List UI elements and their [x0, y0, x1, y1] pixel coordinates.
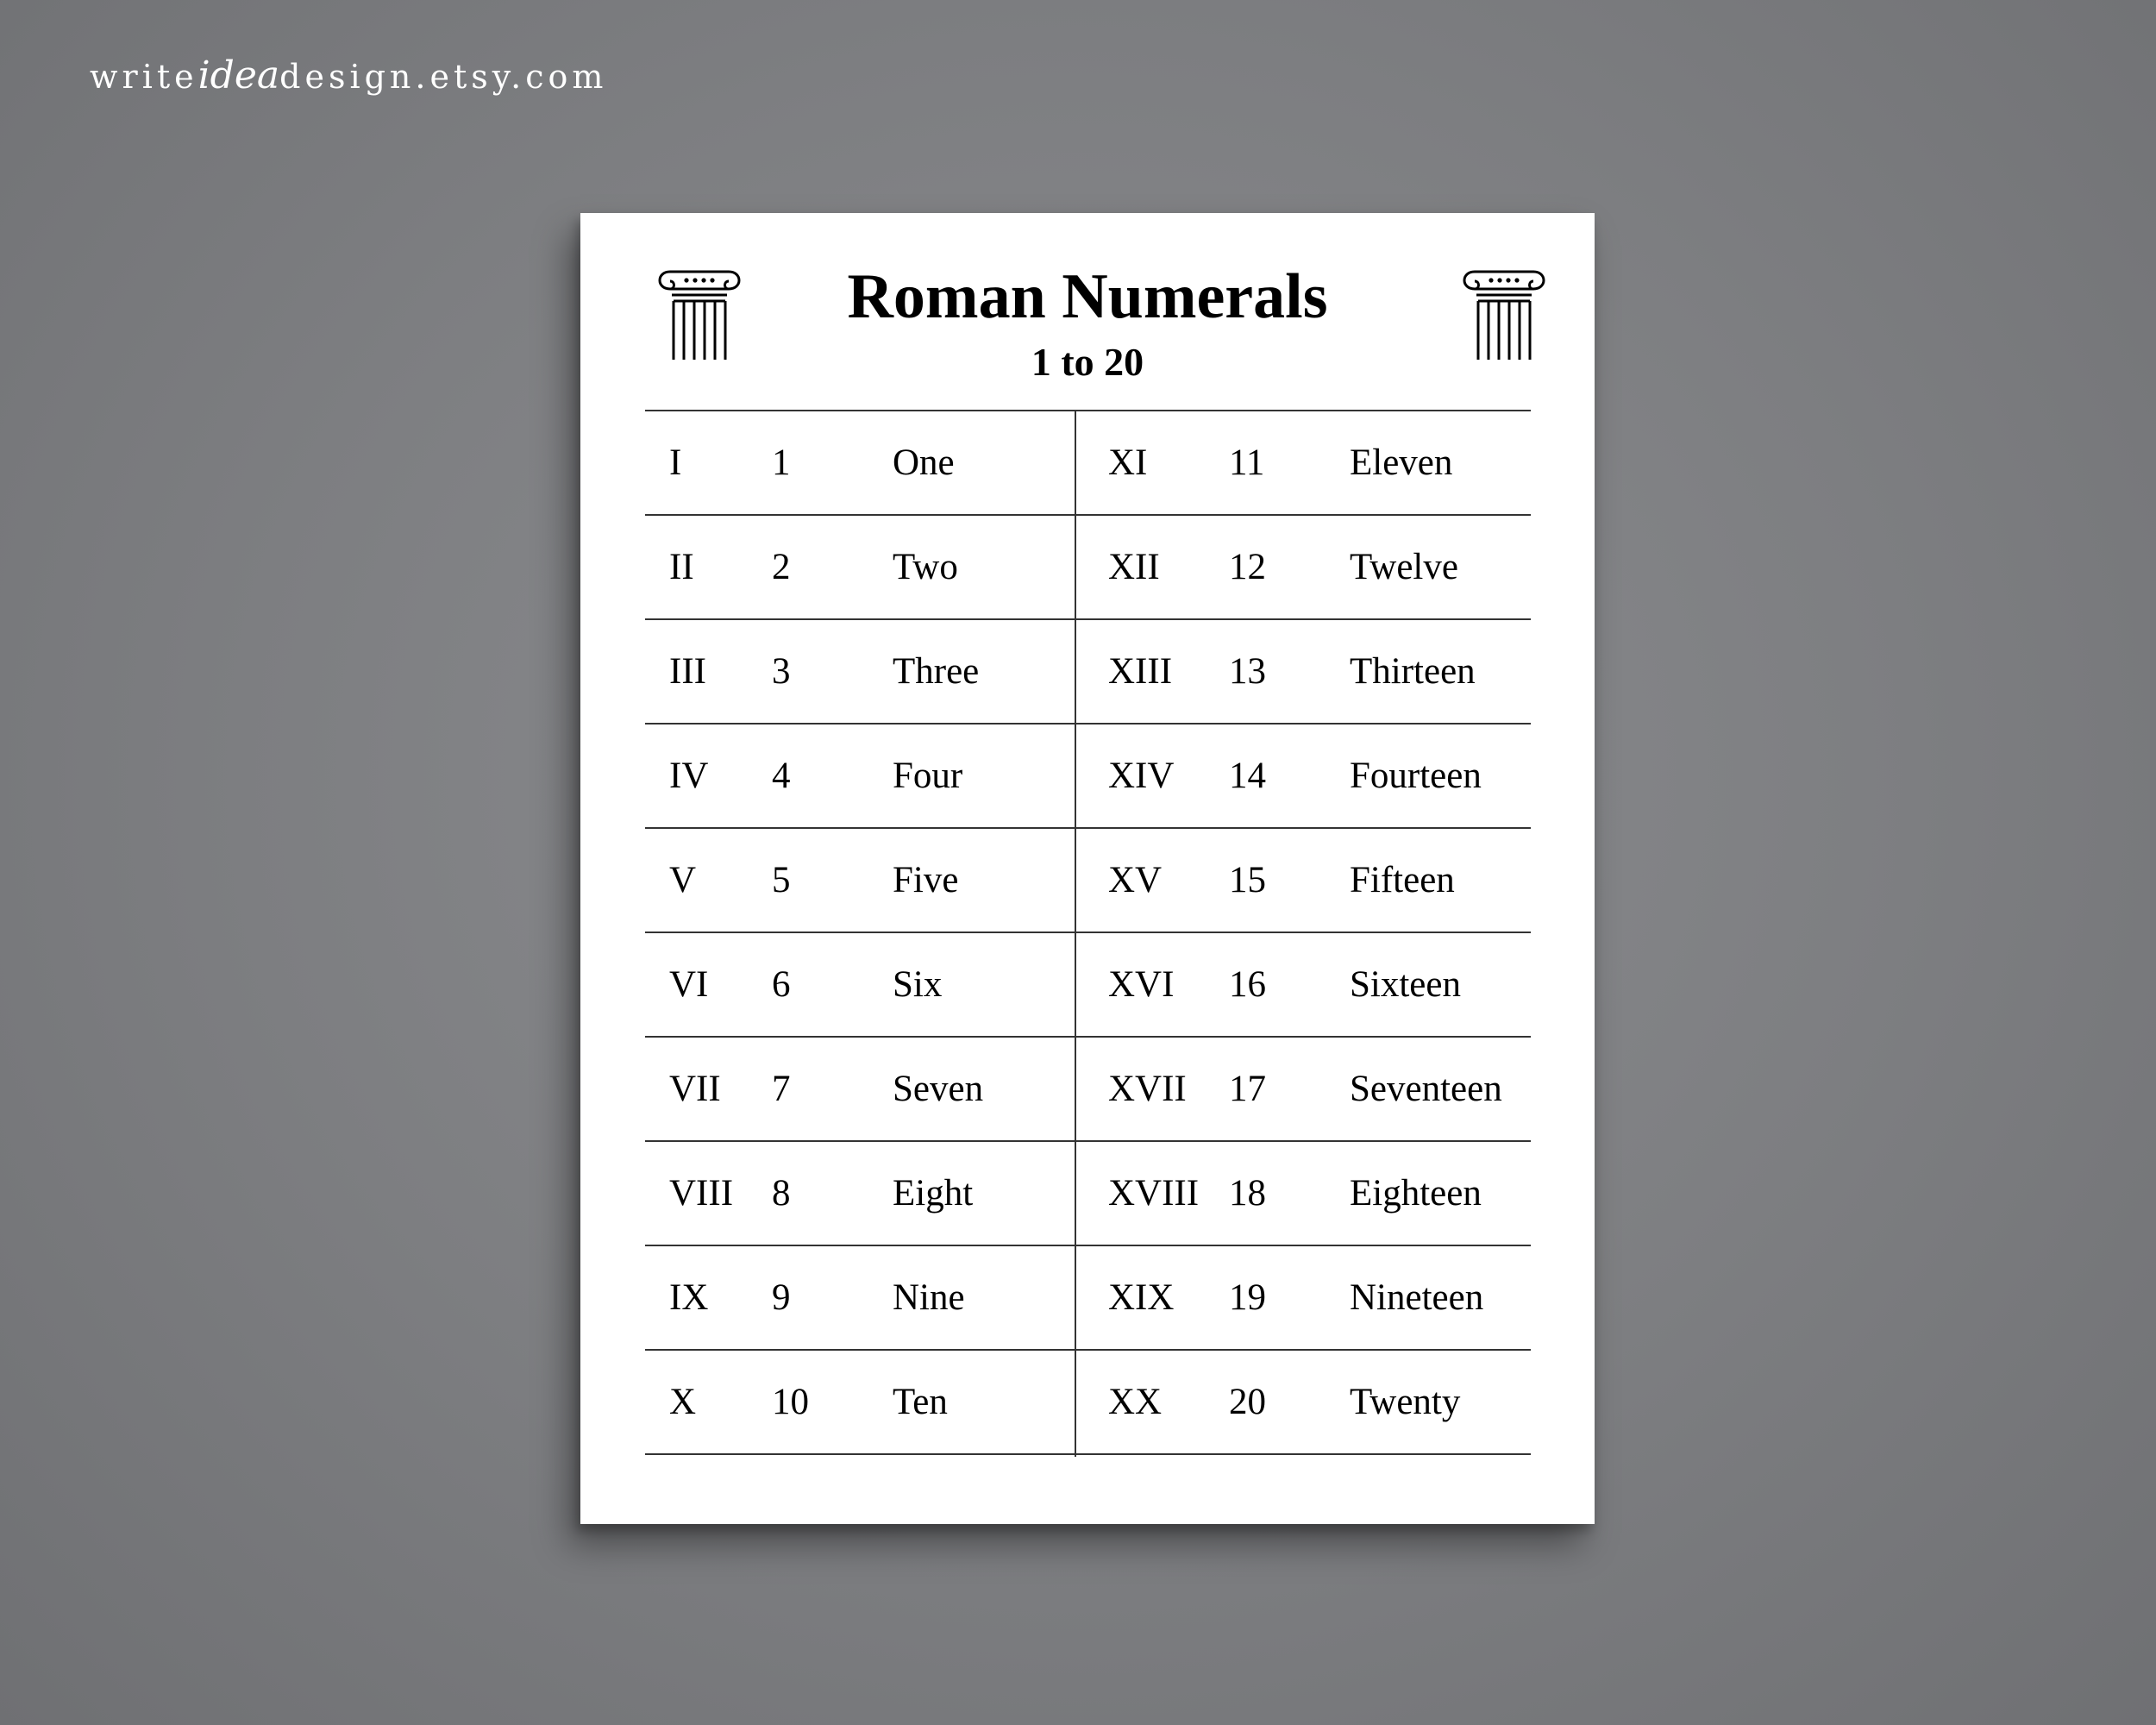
shop-watermark	[90, 53, 607, 97]
table-row	[1076, 1038, 1531, 1142]
table-row	[1076, 933, 1531, 1038]
word-cell: Seven	[893, 1069, 984, 1109]
roman-cell: XI	[1108, 442, 1148, 483]
roman-cell: III	[669, 651, 706, 692]
number-cell: 14	[1229, 756, 1266, 796]
roman-cell: XIII	[1108, 651, 1173, 692]
page-subtitle: 1 to 20	[1031, 340, 1144, 384]
table-row	[645, 1351, 1075, 1455]
table-row	[645, 411, 1075, 516]
word-cell: Five	[893, 860, 959, 900]
table-row	[645, 516, 1075, 620]
word-cell: Twenty	[1350, 1382, 1461, 1422]
roman-cell: XII	[1108, 547, 1160, 587]
table-row	[1076, 724, 1531, 829]
table-right-half	[1076, 411, 1531, 1457]
table-row	[645, 933, 1075, 1038]
watermark-prefix: write	[90, 58, 198, 96]
roman-cell: XVIII	[1108, 1173, 1200, 1214]
table-row	[645, 1142, 1075, 1246]
table-row	[645, 724, 1075, 829]
table-row	[1076, 620, 1531, 724]
word-cell: Nine	[893, 1277, 965, 1318]
roman-cell: VIII	[669, 1173, 734, 1214]
roman-cell: XV	[1108, 860, 1163, 900]
roman-cell: XIV	[1108, 756, 1175, 796]
table-row	[645, 620, 1075, 724]
word-cell: Three	[893, 651, 980, 692]
table-row	[1076, 411, 1531, 516]
number-cell: 1	[772, 442, 791, 483]
watermark-script: idea	[197, 53, 280, 97]
page-title: Roman Numerals	[847, 261, 1328, 332]
roman-cell: II	[669, 547, 694, 587]
table-row	[645, 829, 1075, 933]
word-cell: Fourteen	[1350, 756, 1482, 796]
number-cell: 19	[1229, 1277, 1266, 1318]
number-cell: 7	[772, 1069, 791, 1109]
table-row	[1076, 1246, 1531, 1351]
printable-sheet	[580, 213, 1595, 1524]
numerals-table	[645, 410, 1531, 1457]
table-row	[645, 1038, 1075, 1142]
roman-cell: VI	[669, 964, 709, 1005]
roman-cell: XX	[1108, 1382, 1163, 1422]
number-cell: 6	[772, 964, 791, 1005]
table-row	[1076, 829, 1531, 933]
word-cell: Fifteen	[1350, 860, 1455, 900]
word-cell: Four	[893, 756, 963, 796]
number-cell: 16	[1229, 964, 1266, 1005]
number-cell: 8	[772, 1173, 791, 1214]
word-cell: Seventeen	[1350, 1069, 1502, 1109]
word-cell: Sixteen	[1350, 964, 1461, 1005]
roman-cell: IX	[669, 1277, 709, 1318]
word-cell: Twelve	[1350, 547, 1458, 587]
number-cell: 12	[1229, 547, 1266, 587]
number-cell: 15	[1229, 860, 1266, 900]
roman-cell: I	[669, 442, 682, 483]
word-cell: Eleven	[1350, 442, 1453, 483]
number-cell: 5	[772, 860, 791, 900]
table-row	[1076, 1142, 1531, 1246]
word-cell: Eight	[893, 1173, 974, 1214]
number-cell: 17	[1229, 1069, 1266, 1109]
table-row	[1076, 516, 1531, 620]
table-row	[1076, 1351, 1531, 1455]
number-cell: 18	[1229, 1173, 1266, 1214]
word-cell: Thirteen	[1350, 651, 1476, 692]
roman-cell: XIX	[1108, 1277, 1175, 1318]
word-cell: Two	[893, 547, 958, 587]
word-cell: Ten	[893, 1382, 948, 1422]
roman-cell: XVI	[1108, 964, 1175, 1005]
number-cell: 13	[1229, 651, 1266, 692]
table-row	[645, 1246, 1075, 1351]
number-cell: 4	[772, 756, 791, 796]
roman-cell: XVII	[1108, 1069, 1187, 1109]
roman-cell: VII	[669, 1069, 721, 1109]
number-cell: 9	[772, 1277, 791, 1318]
word-cell: Six	[893, 964, 943, 1005]
roman-cell: IV	[669, 756, 709, 796]
word-cell: Eighteen	[1350, 1173, 1482, 1214]
number-cell: 20	[1229, 1382, 1266, 1422]
number-cell: 2	[772, 547, 791, 587]
number-cell: 3	[772, 651, 791, 692]
word-cell: Nineteen	[1350, 1277, 1484, 1318]
table-left-half	[645, 411, 1075, 1457]
roman-cell: V	[669, 860, 697, 900]
watermark-suffix: design.etsy.com	[279, 58, 608, 96]
number-cell: 10	[772, 1382, 809, 1422]
number-cell: 11	[1229, 442, 1265, 483]
roman-cell: X	[669, 1382, 697, 1422]
word-cell: One	[893, 442, 955, 483]
